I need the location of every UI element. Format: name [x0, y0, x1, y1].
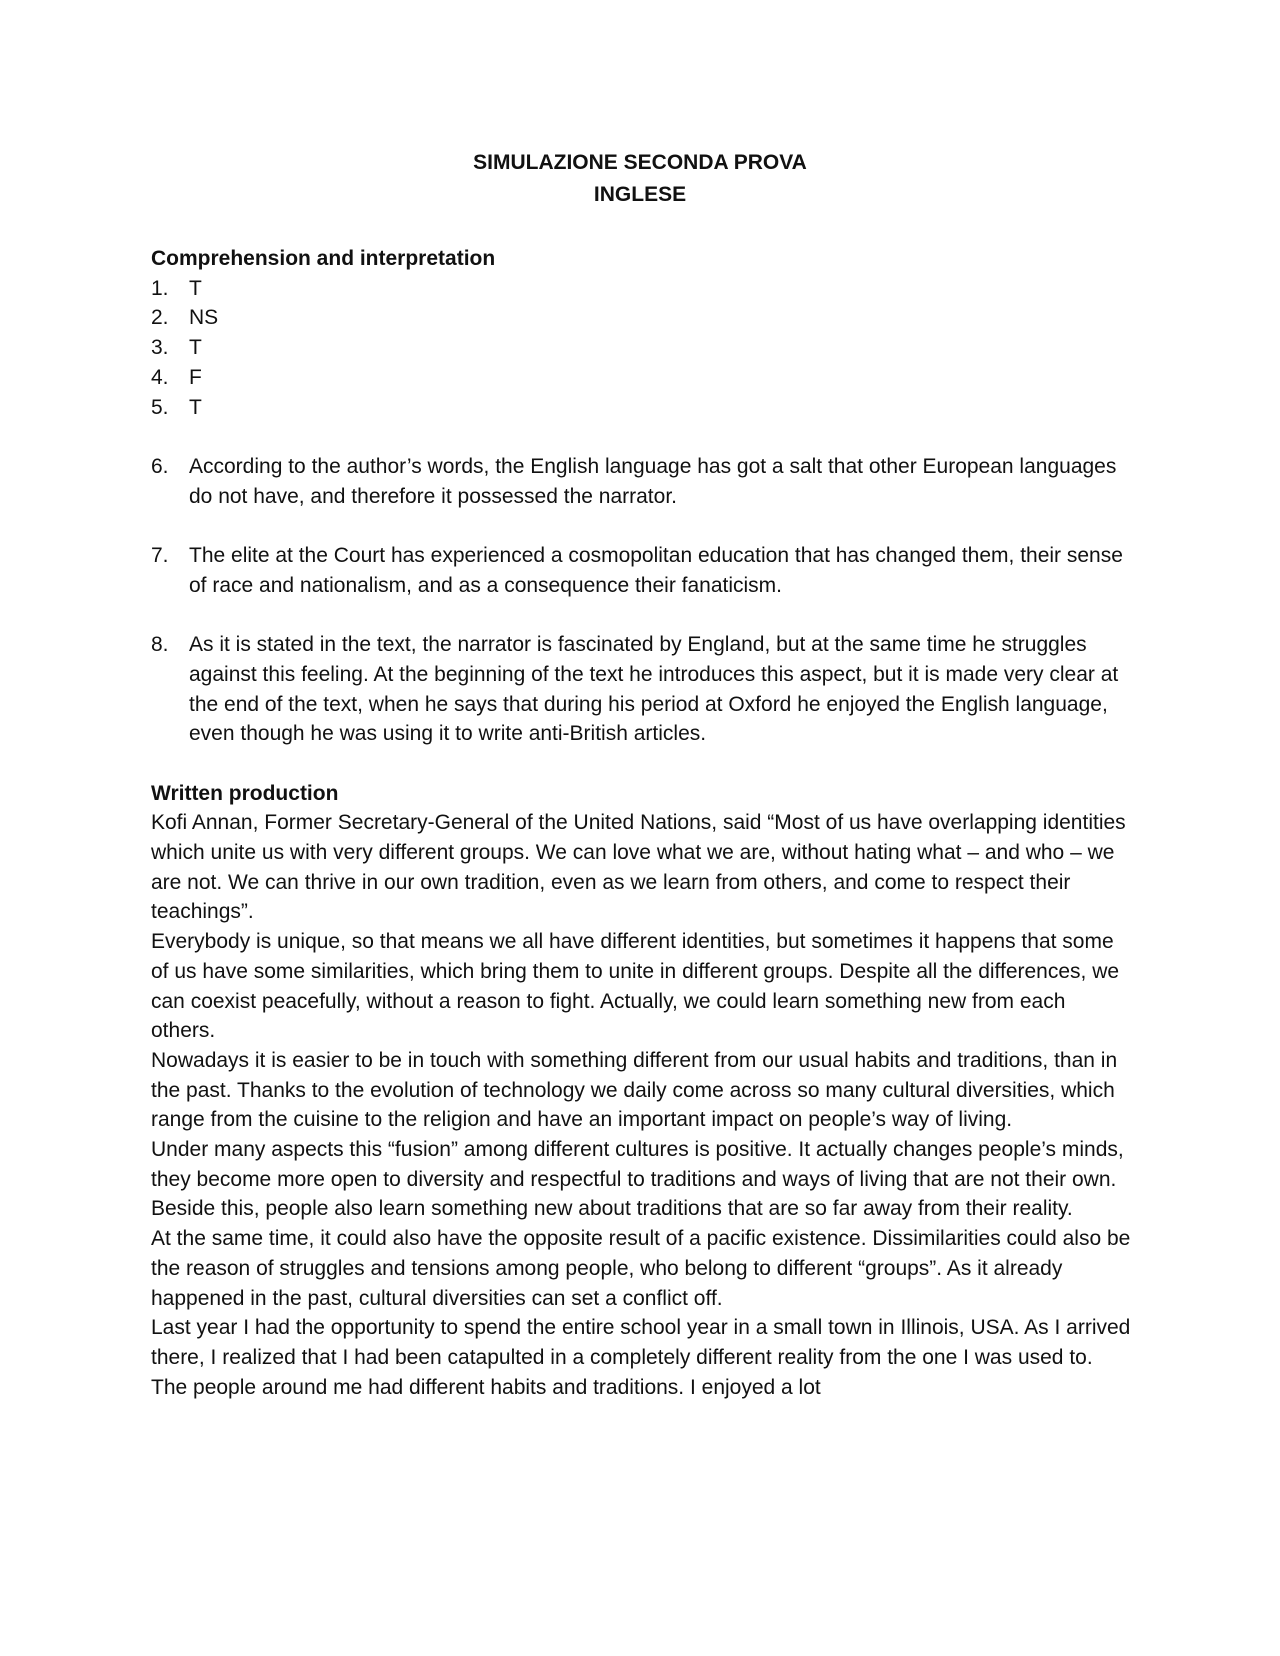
- answer-item-6: [151, 452, 1131, 511]
- answer-item-5: [151, 393, 1131, 423]
- answer-number: 3.: [151, 336, 169, 360]
- answer-number: 4.: [151, 365, 169, 389]
- answer-number: 8.: [151, 633, 169, 657]
- document-title: SIMULAZIONE SECONDA PROVA: [473, 151, 807, 174]
- document-header: [0, 147, 1280, 211]
- answer-number: 7.: [151, 544, 169, 567]
- answer-item-7: [151, 541, 1131, 600]
- answer-text: T: [189, 336, 202, 360]
- answer-number: 2.: [151, 306, 169, 330]
- essay-paragraph: Nowadays it is easier to be in touch with something different from our usual habits and traditions, than in the past. Thanks to the evolution of technology we daily come across so many cultural diversities, which range from the cuisine to the religion and have an important impact on people’s way of living.: [151, 1048, 1118, 1132]
- written-production-section: [151, 779, 1131, 1403]
- answer-text: F: [189, 365, 202, 389]
- essay-paragraph: Kofi Annan, Former Secretary-General of the United Nations, said “Most of us have overlapping identities which unite us with very different groups. We can love what we are, without hating what – and who – we are not. We can thrive in our own tradition, even as we learn from others, and come to respect their teachings”.: [151, 811, 1126, 924]
- answer-item-8: [151, 630, 1131, 749]
- answer-text: T: [189, 276, 202, 300]
- essay-paragraph: Last year I had the opportunity to spend the entire school year in a small town in Illinois, USA. As I arrived there, I realized that I had been catapulted in a completely different reality from the one I was used to. The people around me had different habits and traditions. I enjoyed a lot: [151, 1316, 1131, 1399]
- answer-text: NS: [189, 306, 219, 330]
- answer-item-4: [151, 363, 1131, 393]
- answer-text: The elite at the Court has experienced a cosmopolitan education that has changed them, their sense of race and nationalism, and as a consequence their fanaticism.: [189, 544, 1123, 597]
- answer-item-1: [151, 274, 1131, 304]
- answer-number: 6.: [151, 454, 169, 478]
- answer-item-2: [151, 303, 1131, 333]
- essay-paragraph: Under many aspects this “fusion” among different cultures is positive. It actually changes people’s minds, they become more open to diversity and respectful to traditions and ways of living that are not their own. Beside this, people also learn something new about traditions that are so far away from their reality.: [151, 1138, 1124, 1221]
- answer-text: As it is stated in the text, the narrator is fascinated by England, but at the same time he struggles against this feeling. At the beginning of the text he introduces this aspect, but it is made very clear at the end of the text, when he says that during his period at Oxford he enjoyed the English language, even though he was using it to write anti-British articles.: [189, 633, 1119, 746]
- short-answer-list: [151, 274, 1131, 423]
- answer-text: T: [189, 395, 202, 419]
- essay-paragraph: At the same time, it could also have the opposite result of a pacific existence. Dissimilarities could also be the reason of struggles and tensions among people, who belong to different “groups”. As it already happened in the past, cultural diversities can set a conflict off.: [151, 1227, 1131, 1310]
- answer-text: According to the author’s words, the English language has got a salt that other European languages do not have, and therefore it possessed the narrator.: [189, 454, 1117, 508]
- answer-item-3: [151, 333, 1131, 363]
- answer-number: 5.: [151, 395, 169, 419]
- comprehension-section: [151, 244, 1131, 749]
- written-production-heading: Written production: [151, 781, 339, 805]
- document-body: [151, 244, 1131, 1402]
- essay-paragraph: Everybody is unique, so that means we all have different identities, but sometimes it happens that some of us have some similarities, which bring them to unite in different groups. Despite all the differences, we can coexist peacefully, without a reason to fight. Actually, we could learn something new from each others.: [151, 930, 1120, 1043]
- comprehension-heading: Comprehension and interpretation: [151, 247, 496, 270]
- document-subtitle: INGLESE: [593, 183, 687, 206]
- answer-number: 1.: [151, 276, 169, 300]
